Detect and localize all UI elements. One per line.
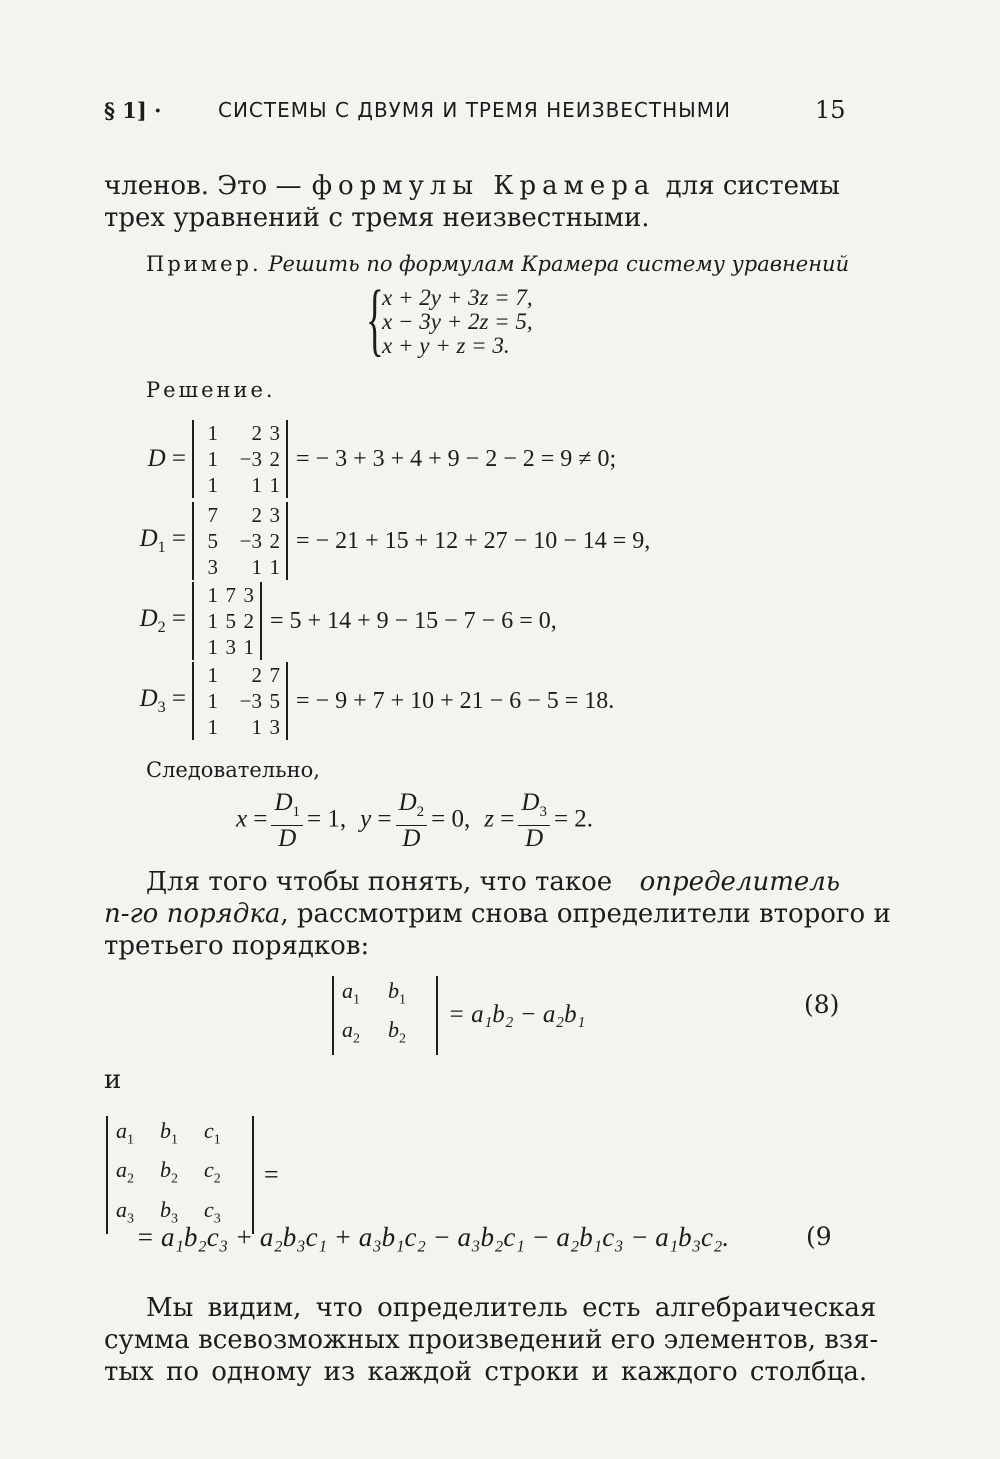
cramer-formulas-term: формулы Крамера xyxy=(311,171,656,201)
solution-label: Решение. xyxy=(146,378,276,402)
example-text: Решить по формулам Крамера систему уравнений xyxy=(261,252,850,276)
det-d2-rhs: = 5 + 14 + 9 − 15 − 7 − 6 = 0, xyxy=(270,607,557,634)
running-title: СИСТЕМЫ С ДВУМЯ И ТРЕМЯ НЕИЗВЕСТНЫМИ xyxy=(218,98,732,122)
determinant-term: определитель xyxy=(639,867,840,897)
eq8-matrix: $a_1$ $b_1$ $a_2$ $b_2$ xyxy=(332,976,438,1055)
determinant-d1: $D_1$ = 7 2 3 5 −3 2 3 1 1 = − 21 + 15 + 12 + 27 − 10 − 14 = 9, xyxy=(139,503,651,579)
eq9-number: (9 xyxy=(806,1222,832,1251)
result-y: y = $\frac{D_2}{D}$ = 0, xyxy=(360,789,471,852)
det-d1-rhs: = − 21 + 15 + 12 + 27 − 10 − 14 = 9, xyxy=(296,527,651,554)
system-brace: { xyxy=(366,273,384,364)
eq9-matrix: $a_1$ $b_1$ $c_1$ $a_2$ $b_2$ $c_2$ $a_3$ $b_3$ $c_3$ xyxy=(106,1116,254,1234)
system-eq-3: x + y + z = 3. xyxy=(382,333,510,358)
result-z: z = $\frac{D_3}{D}$ = 2. xyxy=(484,789,594,852)
eq8-number: (8) xyxy=(804,990,840,1019)
para2-line-1 xyxy=(146,866,840,898)
det-d1-matrix: 7 2 3 5 −3 2 3 1 1 xyxy=(192,502,288,580)
consequently-label: Следовательно, xyxy=(146,758,320,782)
equation-system xyxy=(366,273,566,366)
para2-line-2: n-го порядка, рассмотрим снова определители второго и xyxy=(104,899,891,929)
nth-order-term: n-го порядка xyxy=(104,899,281,929)
determinant-d: D = 1 2 3 1 −3 2 1 1 1 = − 3 + 3 + 4 + 9 − 2 − 2 = 9 ≠ 0; xyxy=(147,421,617,497)
result-x: x = $\frac{D_1}{D}$ = 1, xyxy=(236,789,347,852)
section-marker: § 1] · xyxy=(104,98,162,123)
det-d-matrix: 1 2 3 1 −3 2 1 1 1 xyxy=(192,420,288,498)
intro-line-1 xyxy=(104,170,840,202)
para3-line-1: Мы видим, что определитель есть алгебраическая xyxy=(146,1293,877,1323)
para2-line-3: третьего порядков: xyxy=(104,931,370,961)
eq9-equals: = xyxy=(264,1160,279,1190)
eq9-expansion: = a₁b₂c₃ + a₂b₃c₁ + a₃b₁c₂ − a₃b₂c₁ − a₂b₁c₃ − a₁b₃c₂. xyxy=(136,1222,730,1252)
para3-line-2: сумма всевозможных произведений его элементов, взя- xyxy=(104,1325,879,1355)
intro-line-2: трех уравнений с тремя неизвестными. xyxy=(104,203,650,233)
det-d3-rhs: = − 9 + 7 + 10 + 21 − 6 − 5 = 18. xyxy=(296,687,615,714)
system-eq-1: x + 2y + 3z = 7, xyxy=(382,285,533,310)
results-line xyxy=(236,790,593,852)
det-d3-matrix: 1 2 7 1 −3 5 1 1 3 xyxy=(192,662,288,740)
para2-text-a: Для того чтобы понять, что такое xyxy=(146,867,613,897)
determinant-d3: $D_3$ = 1 2 7 1 −3 5 1 1 3 = − 9 + 7 + 10 + 21 − 6 − 5 = 18. xyxy=(139,663,615,739)
eq8-rhs: = a₁b₂ − a₂b₁ xyxy=(448,1001,586,1029)
example-line xyxy=(146,252,849,276)
and-word: и xyxy=(104,1065,122,1095)
system-eq-2: x − 3y + 2z = 5, xyxy=(382,309,533,334)
para3-line-3: тых по одному из каждой строки и каждого столбца. xyxy=(104,1357,868,1387)
determinant-d2: $D_2$ = 1 7 3 1 5 2 1 3 1 = 5 + 14 + 9 − 15 − 7 − 6 = 0, xyxy=(139,583,557,659)
det-d-rhs: = − 3 + 3 + 4 + 9 − 2 − 2 = 9 ≠ 0; xyxy=(296,445,617,472)
equation-8 xyxy=(332,976,585,1055)
det-d-symbol: D xyxy=(147,445,166,472)
intro-text-a: членов. Это — xyxy=(104,171,302,201)
det-d2-matrix: 1 7 3 1 5 2 1 3 1 xyxy=(192,582,262,660)
intro-text-c: для системы xyxy=(665,171,840,201)
example-label: Пример. xyxy=(146,252,262,276)
equation-9-lhs xyxy=(106,1116,279,1234)
page-number: 15 xyxy=(815,96,846,124)
